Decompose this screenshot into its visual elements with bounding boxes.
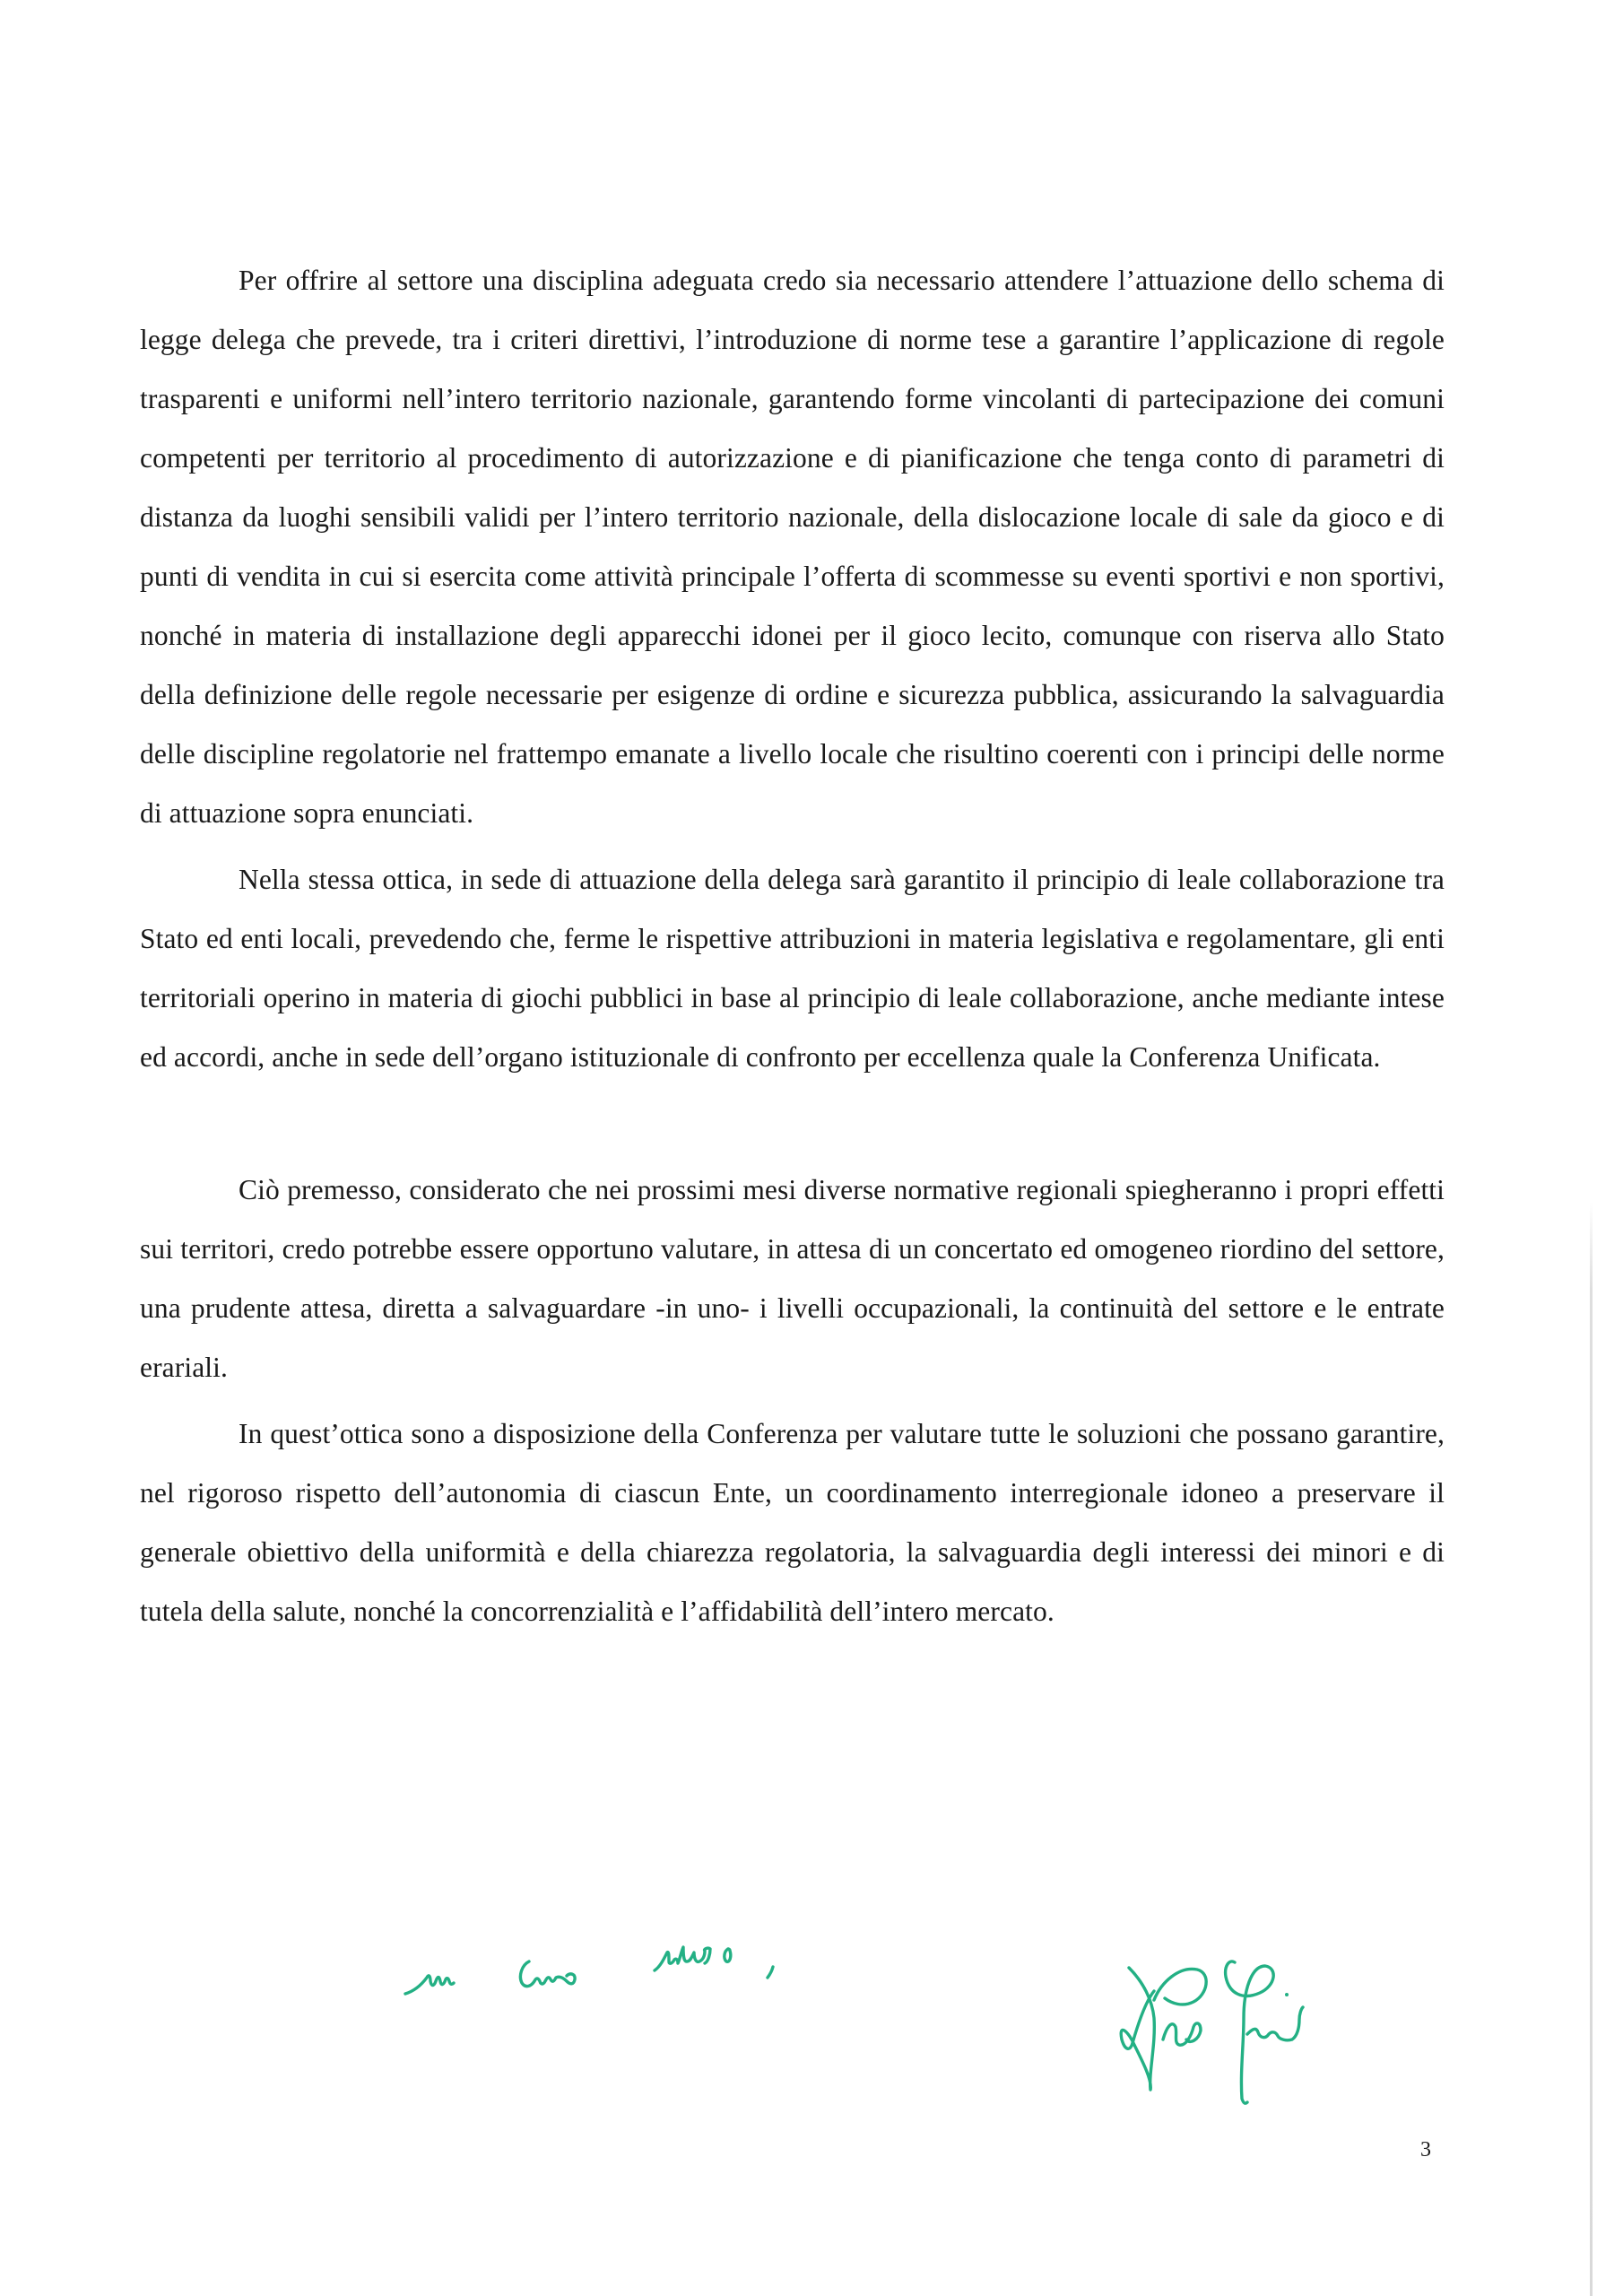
handwritten-closing	[395, 1942, 861, 2013]
signature-dot	[1285, 1993, 1289, 1996]
handwriting-stroke-comma	[768, 1967, 773, 1978]
handwritten-closing-ink	[395, 1942, 861, 2013]
signature-stroke-2	[1154, 1969, 1206, 2005]
handwriting-stroke-saluto	[655, 1947, 710, 1970]
signature-stroke-5	[1247, 2007, 1303, 2040]
paragraph-prudent-wait: Ciò premesso, considerato che nei prossimi mesi diverse normative regionali spiegheranno i propri effetti sui territori, credo potrebbe essere opportuno valutare, in attesa di un concertato ed omogeneo riordino del settore, una prudente attesa, diretta a salvaguardare -in uno- i livelli occupazionali, la continuità del settore e le entrate erariali.	[140, 1174, 1445, 1383]
paragraph-loyal-collaboration: Nella stessa ottica, in sede di attuazione della delega sarà garantito il principio di leale collaborazione tra Stato ed enti locali, prevedendo che, ferme le rispettive attribuzioni in materia legislativa e regolamentare, gli enti territoriali operino in materia di giochi pubblici in base al principio di leale collaborazione, anche mediante intese ed accordi, anche in sede dell’organo istituzionale di confronto per eccellenza quale la Conferenza Unificata.	[140, 864, 1445, 1073]
handwriting-stroke-o	[725, 1949, 731, 1961]
handwriting-stroke-caro	[520, 1961, 575, 1987]
signature-label	[1323, 1946, 1324, 1947]
page-number: 3	[1420, 2138, 1431, 2161]
signature-stroke-1	[1121, 1968, 1154, 2090]
signature-stroke-3	[1163, 2023, 1201, 2045]
signature-ink	[1089, 1946, 1323, 2117]
letter-body	[140, 251, 1445, 1641]
paragraph-regulation-delegation: Per offrire al settore una disciplina adeguata credo sia necessario attendere l’attuazione dello schema di legge delega che prevede, tra i criteri direttivi, l’introduzione di norme tese a garantire l’applicazione di regole trasparenti e uniformi nell’intero territorio nazionale, garantendo forme vincolanti di partecipazione dei comuni competenti per territorio al procedimento di autorizzazione e di pianificazione che tenga conto di parametri di distanza da luoghi sensibili validi per l’intero territorio nazionale, della dislocazione locale di sale da gioco e di punti di vendita in cui si esercita come attività principale l’offerta di scommesse su eventi sportivi e non sportivi, nonché in materia di installazione degli apparecchi idonei per il gioco lecito, comunque con riserva allo Stato della definizione delle regole necessarie per esigenze di ordine e sicurezza pubblica, assicurando la salvaguardia delle discipline regolatorie nel frattempo emanate a livello locale che risultino coerenti con i principi delle norme di attuazione sopra enunciati.	[140, 265, 1445, 829]
paragraph-conference-availability: In quest’ottica sono a disposizione della Conferenza per valutare tutte le soluzioni che possano garantire, nel rigoroso rispetto dell’autonomia di ciascun Ente, un coordinamento interregionale idoneo a preservare il generale obiettivo della uniformità e della chiarezza regolatoria, la salvaguardia degli interessi dei minori e di tutela della salute, nonché la concorrenzialità e l’affidabilità dell’intero mercato.	[140, 1418, 1445, 1627]
handwriting-stroke-un	[405, 1976, 454, 1994]
signature	[1089, 1946, 1323, 2117]
scan-edge-line	[1590, 1202, 1593, 2296]
